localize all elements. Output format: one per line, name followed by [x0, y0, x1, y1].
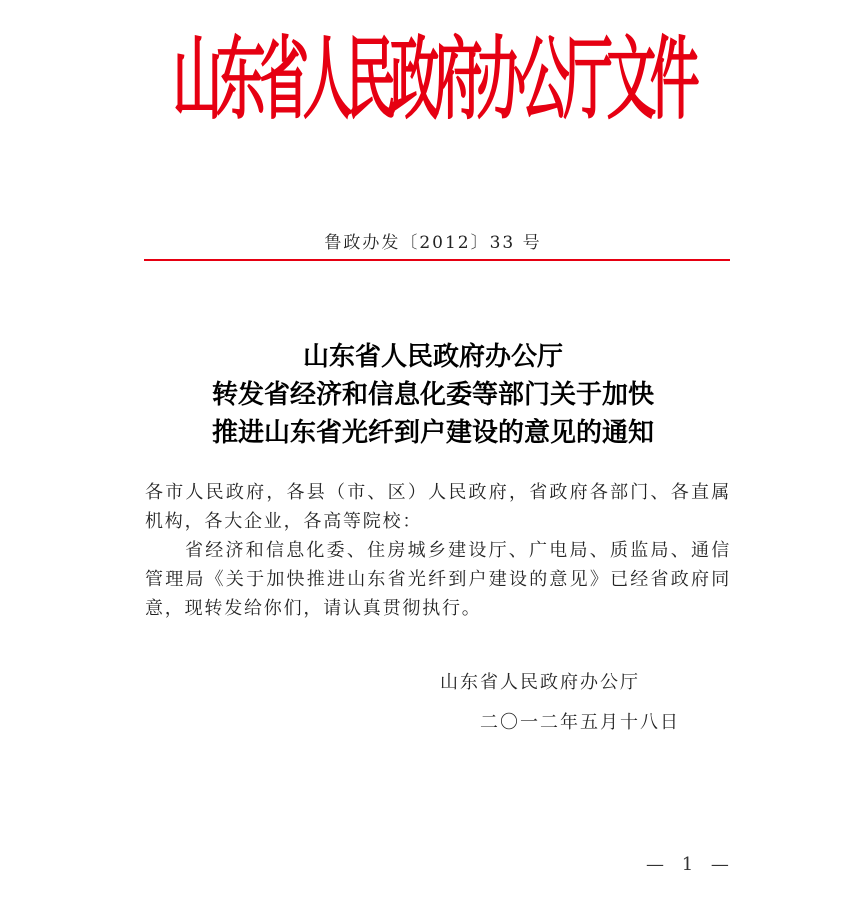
document-masthead: 山东省人民政府办公厅文件: [172, 25, 694, 132]
main-paragraph: 省经济和信息化委、住房城乡建设厅、广电局、质监局、通信管理局《关于加快推进山东省光纤到户建设的意见》已经省政府同意，现转发给你们，请认真贯彻执行。: [145, 540, 731, 619]
title-line-2: 转发省经济和信息化委等部门关于加快: [211, 380, 654, 410]
document-body: [145, 478, 731, 623]
recipients-paragraph: 各市人民政府，各县（市、区）人民政府，省政府各部门、各直属机构，各大企业，各高等院校：: [145, 482, 731, 532]
issue-date: 二〇一二年五月十八日: [480, 712, 680, 733]
page-number: — 1 —: [646, 854, 735, 875]
document-title: [0, 338, 866, 452]
title-line-3: 推进山东省光纤到户建设的意见的通知: [211, 418, 654, 448]
issuer-signature: 山东省人民政府办公厅: [440, 672, 640, 693]
title-line-1: 山东省人民政府办公厅: [302, 342, 563, 372]
red-divider-line: [144, 259, 730, 261]
document-number: 鲁政办发〔2012〕33 号: [324, 233, 542, 253]
